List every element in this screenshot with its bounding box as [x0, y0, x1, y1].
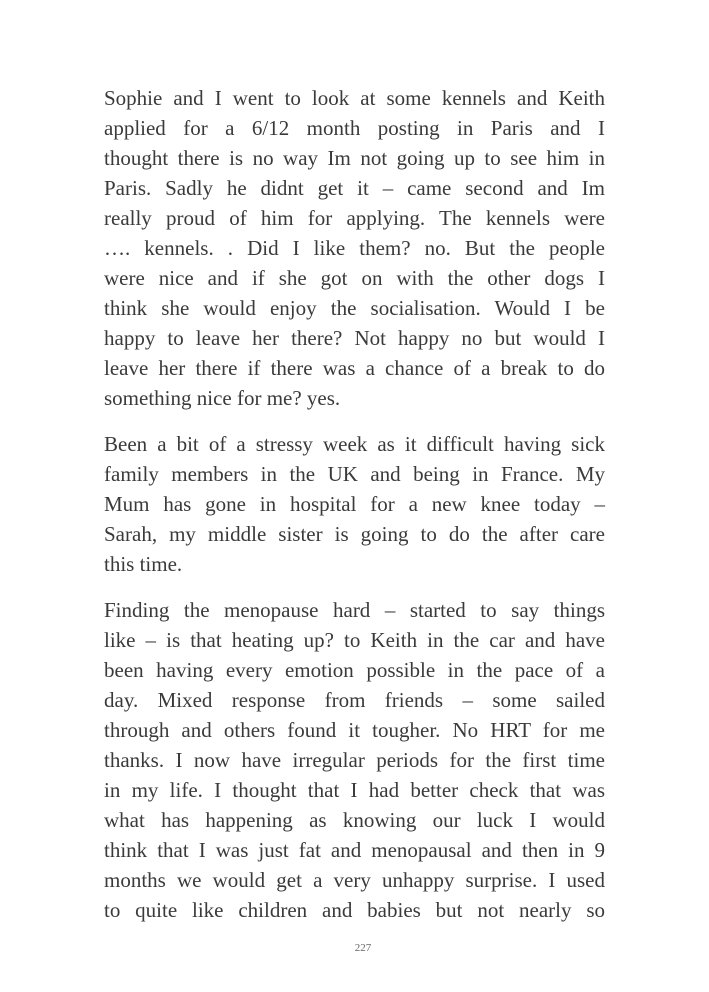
text-line: through and others found it tougher. No HRT for me [104, 718, 605, 742]
text-line: this time. [104, 552, 183, 576]
text-line: really proud of him for applying. The kennels were [104, 206, 605, 230]
text-line: something nice for me? yes. [104, 386, 341, 410]
text-line: …. kennels. . Did I like them? no. But the people [104, 236, 605, 260]
text-line: Sarah, my middle sister is going to do the after care [104, 522, 605, 546]
text-line: happy to leave her there? Not happy no but would I [104, 326, 605, 350]
text-line: were nice and if she got on with the other dogs I [104, 266, 605, 290]
text-line: months we would get a very unhappy surprise. I used [104, 868, 605, 892]
paragraph [104, 83, 605, 413]
text-line: in my life. I thought that I had better check that was [104, 778, 605, 802]
text-line: family members in the UK and being in France. My [104, 462, 605, 486]
text-line: think she would enjoy the socialisation. Would I be [104, 296, 605, 320]
text-line: day. Mixed response from friends – some sailed [104, 688, 605, 712]
paragraph [104, 595, 605, 925]
text-line: Been a bit of a stressy week as it difficult having sick [104, 432, 605, 456]
text-line: to quite like children and babies but not nearly so [104, 898, 605, 922]
text-line: Paris. Sadly he didnt get it – came second and Im [104, 176, 605, 200]
text-line: leave her there if there was a chance of a break to do [104, 356, 605, 380]
text-line: think that I was just fat and menopausal and then in 9 [104, 838, 605, 862]
text-line: Finding the menopause hard – started to say things [104, 598, 605, 622]
text-line: Mum has gone in hospital for a new knee today – [104, 492, 605, 516]
paragraph [104, 429, 605, 579]
text-line: what has happening as knowing our luck I would [104, 808, 605, 832]
text-line: been having every emotion possible in the pace of a [104, 658, 605, 682]
text-line: thought there is no way Im not going up to see him in [104, 146, 605, 170]
text-line: like – is that heating up? to Keith in the car and have [104, 628, 605, 652]
page-number: 227 [354, 942, 372, 954]
text-line: Sophie and I went to look at some kennels and Keith [104, 86, 605, 110]
text-line: applied for a 6/12 month posting in Paris and I [104, 116, 605, 140]
body-text [104, 83, 605, 941]
text-line: thanks. I now have irregular periods for the first time [104, 748, 605, 772]
